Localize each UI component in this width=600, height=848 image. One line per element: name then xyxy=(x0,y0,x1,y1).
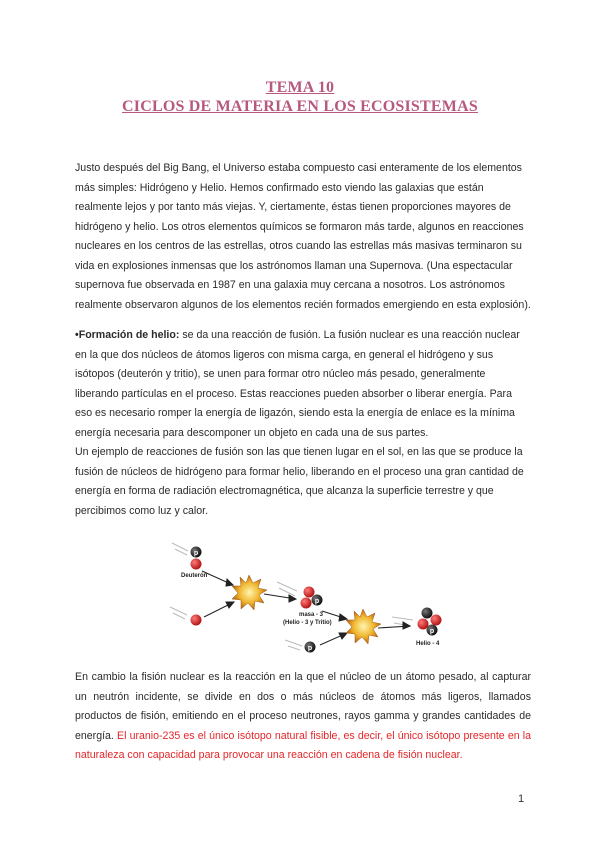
fusion-heading: Formación de helio: xyxy=(78,329,180,341)
label-deuteron: Deuterón xyxy=(181,573,208,579)
svg-text:p: p xyxy=(314,598,320,605)
svg-text:p: p xyxy=(429,628,435,635)
proton-left xyxy=(191,615,202,626)
page-title-line2: CICLOS DE MATERIA EN LOS ECOSISTEMAS xyxy=(122,98,478,115)
svg-text:p: p xyxy=(307,645,313,652)
page-number: 1 xyxy=(518,793,525,805)
bullet-marker: • xyxy=(75,329,79,341)
proton-lower xyxy=(305,642,316,653)
paragraph-big-bang: Justo después del Big Bang, el Universo estaba compuesto casi enteramente de los elementos más simples: Hidrógeno y Helio. Hemos confirmado esto viendo las galaxias que están realmente lejos y por tanto más viejas. Y, ciertamente, éstas tienen proporciones mayores de hidrógeno y helio. Los otros elementos químicos se formaron más tarde, algunos en reacciones nucleares en los centros de las estrellas, otros cuando las estrellas más masivas terminaron su vida en explosiones inmensas que los astrónomos llaman una Supernova. (Una espectacular supernova fue observada en 1987 en una galaxia muy cercana a nosotros. Los astrónomos realmente observaron algunos de los elementos recién formados emergiendo en esta explosión). xyxy=(75,162,531,311)
page-title-line1: TEMA 10 xyxy=(265,79,335,96)
svg-text:p: p xyxy=(193,550,199,557)
fusion-burst-1 xyxy=(232,575,267,610)
fusion-sun-text: Un ejemplo de reacciones de fusión son las que tienen lugar en el sol, en las que se produce la fusión de núcleos de hidrógeno para formar helio, liberando en el proceso una gran cantidad de energía en forma de radiación electromagnética, que alcanza la superficie terrestre y que percibimos como luz y calor. xyxy=(75,446,524,517)
paragraph-fission xyxy=(75,668,531,766)
label-helio-4: Helio - 4 xyxy=(416,641,440,647)
mass3-nucleus xyxy=(301,587,323,609)
fusion-burst-2 xyxy=(346,609,381,644)
deuteron-particle xyxy=(191,547,202,570)
label-helio3-tritio: (Helio - 3 y Tritio) xyxy=(283,620,332,626)
fusion-text: se da una reacción de fusión. La fusión nuclear es una reacción nuclear en la que dos núcleos de átomos ligeros con misma carga, en general el hidrógeno y sus isótopos (deuterón y tritio), se unen para formar otro núcleo más pesado, generalmente liberando partículas en el proceso. Estas reacciones pueden absorber o liberar energía. Para eso es necesario romper la energía de ligazón, siendo esta la energía de enlace es la mínima energía necesaria para descomponer un objeto en cada una de sus partes. xyxy=(75,329,520,439)
fission-text: En cambio la fisión nuclear es la reacción en la que el núcleo de un átomo pesado, al capturar un neutrón incidente, se divide en dos o más núcleos de átomos más ligeros, llamados productos de fisión, emitiendo en el proceso neutrones, rayos gamma y grandes cantidades de energía. xyxy=(75,671,531,742)
helium4-nucleus xyxy=(418,608,442,636)
label-masa-3: masa - 3 xyxy=(299,612,324,618)
fission-uranium-note: El uranio-235 es el único isótopo natural fisible, es decir, el único isótopo presente en la naturaleza con capacidad para provocar una reacción en cadena de fisión nuclear. xyxy=(75,729,531,761)
